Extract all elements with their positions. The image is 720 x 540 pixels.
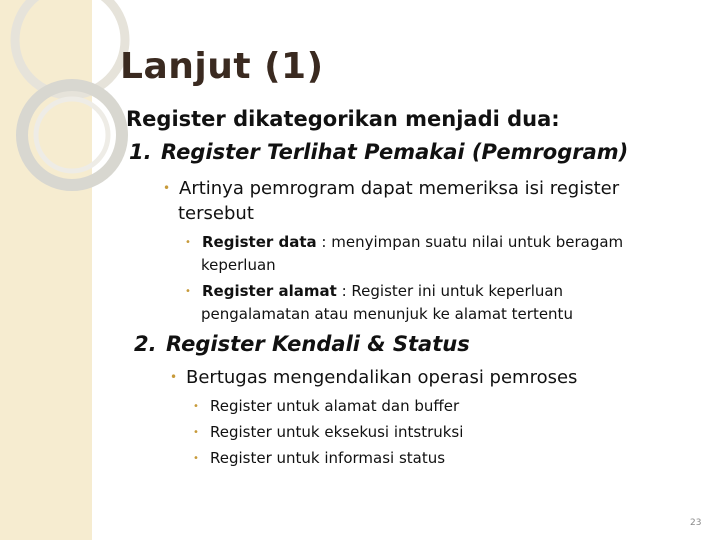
sub-bullet-term: Register alamat bbox=[202, 282, 337, 300]
bullet-icon: • bbox=[163, 181, 171, 195]
sub-bullet-register-data bbox=[185, 233, 623, 251]
section-1-title: Register Terlihat Pemakai (Pemrogram) bbox=[161, 140, 629, 164]
section-2-number: 2. bbox=[134, 332, 157, 356]
section-2-heading bbox=[134, 332, 470, 356]
section-1-heading bbox=[129, 140, 628, 164]
sub-bullet-text: : menyimpan suatu nilai untuk beragam bbox=[316, 233, 624, 251]
sub-bullet-text: : Register ini untuk keperluan bbox=[336, 282, 564, 300]
list-item bbox=[193, 397, 459, 415]
list-item-text: Register untuk eksekusi intstruksi bbox=[210, 423, 464, 441]
section-2-title: Register Kendali & Status bbox=[166, 332, 470, 356]
list-item-text: Register untuk alamat dan buffer bbox=[210, 397, 460, 415]
section-2-bullet bbox=[170, 367, 577, 388]
lead-text: Register dikategorikan menjadi dua: bbox=[126, 107, 560, 131]
sub-bullet-continuation: pengalamatan atau menunjuk ke alamat tertentu bbox=[201, 305, 573, 323]
list-item-text: Register untuk informasi status bbox=[210, 449, 446, 467]
list-item bbox=[193, 423, 463, 441]
sub-bullet-icon: • bbox=[193, 401, 199, 412]
page-number: 23 bbox=[690, 518, 702, 528]
sub-bullet-icon: • bbox=[185, 237, 191, 248]
sub-bullet-term: Register data bbox=[202, 233, 317, 251]
section-1-number: 1. bbox=[129, 140, 152, 164]
sub-bullet-icon: • bbox=[185, 286, 191, 297]
list-item bbox=[193, 449, 445, 467]
section-1-bullet-text: Artinya pemrogram dapat memeriksa isi register bbox=[179, 178, 620, 199]
section-1-bullet bbox=[163, 178, 619, 199]
sub-bullet-icon: • bbox=[193, 427, 199, 438]
bullet-icon: • bbox=[170, 370, 178, 384]
sub-bullet-icon: • bbox=[193, 453, 199, 464]
section-2-bullet-text: Bertugas mengendalikan operasi pemroses bbox=[186, 367, 578, 388]
section-1-bullet-continuation: tersebut bbox=[178, 203, 254, 224]
sub-bullet-continuation: keperluan bbox=[201, 256, 276, 274]
slide-title: Lanjut (1) bbox=[120, 46, 324, 87]
sub-bullet-register-alamat bbox=[185, 282, 563, 300]
